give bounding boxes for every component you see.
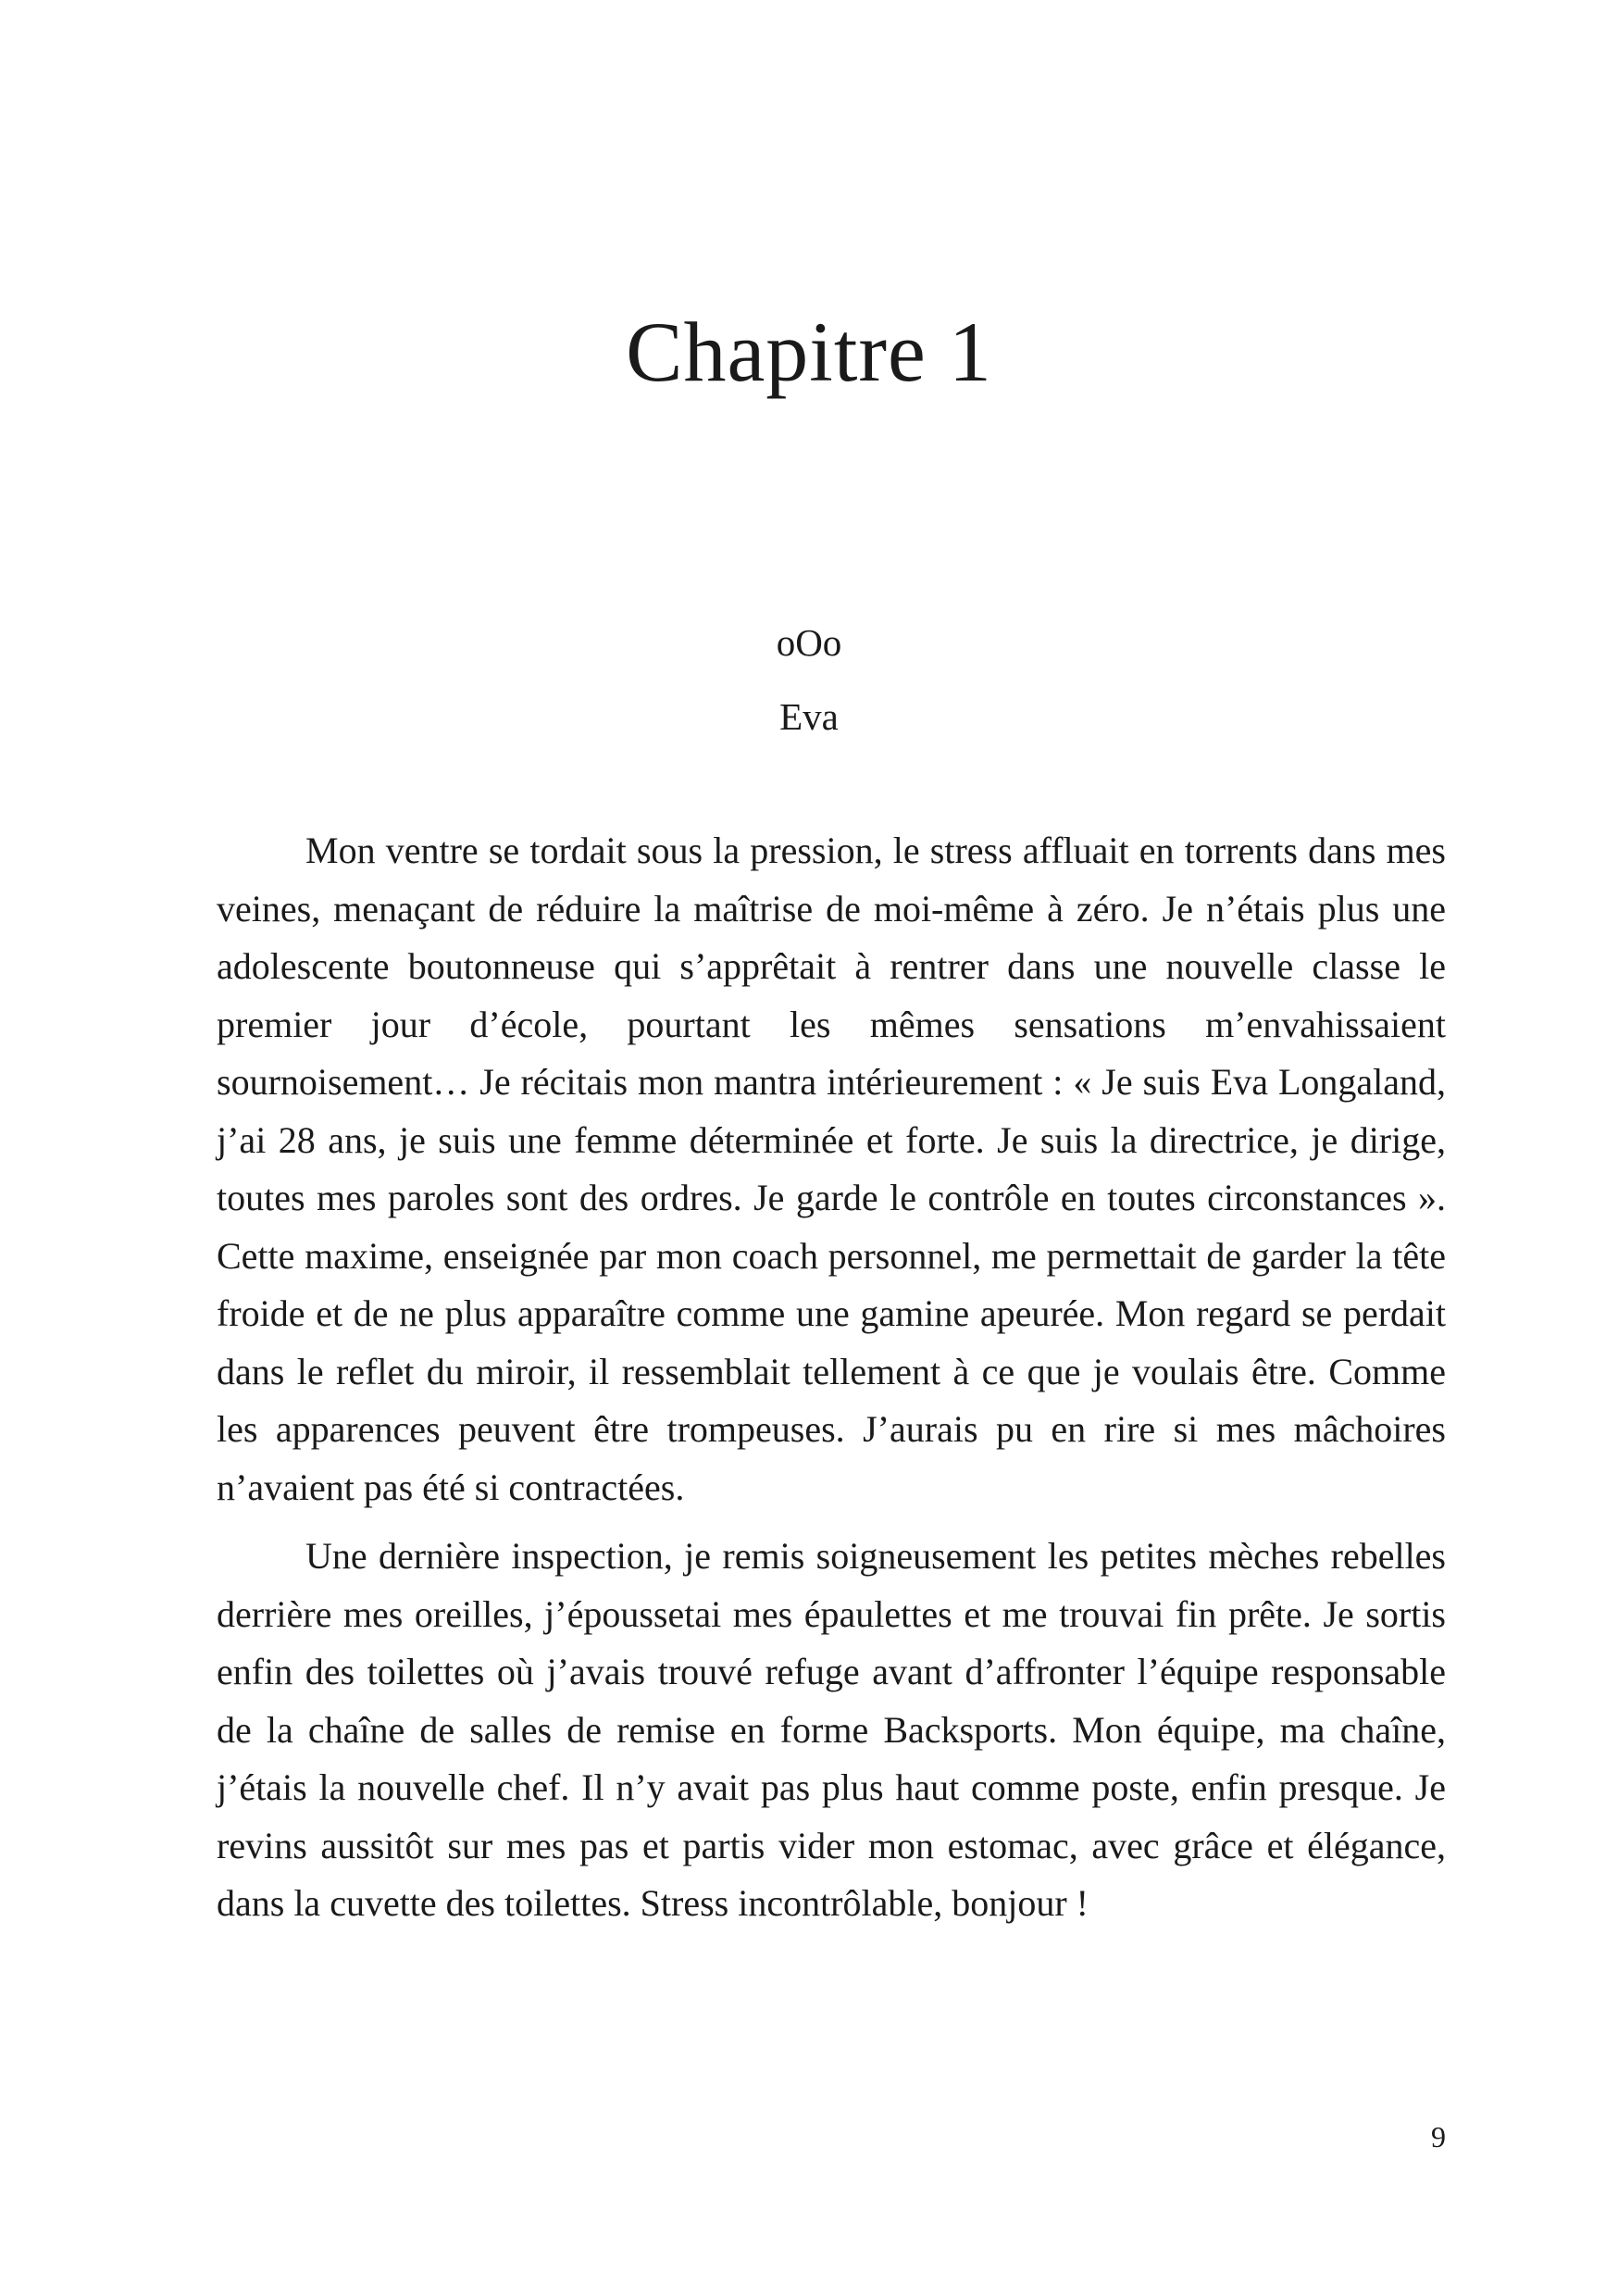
scene-separator: oOo	[776, 621, 842, 664]
paragraph: Mon ventre se tordait sous la pression, le stress affluait en torrents dans mes veines, menaçant de réduire la maîtrise de moi-même à zéro. Je n’étais plus une adolescente boutonneuse qui s’apprêtait à rentrer dans une nouvelle classe le premier jour d’école, pourtant les mêmes sensations m’envahissaient sournoisement… Je récitais mon mantra intérieurement : « Je suis Eva Longaland, j’ai 28 ans, je suis une femme déterminée et forte. Je suis la directrice, je dirige, toutes mes paroles sont des ordres. Je garde le contrôle en toutes circonstances ». Cette maxime, enseignée par mon coach personnel, me permettait de garder la tête froide et de ne plus apparaître comme une gamine apeurée. Mon regard se perdait dans le reflet du miroir, il ressemblait tellement à ce que je voulais être. Comme les apparences peuvent être trompeuses. J’aurais pu en rire si mes mâchoires n’avaient pas été si contractées.	[217, 830, 1446, 1508]
page-number: 9	[1431, 2120, 1446, 2153]
chapter-body	[217, 822, 1446, 1933]
chapter-title: Chapitre 1	[626, 305, 992, 399]
paragraph: Une dernière inspection, je remis soigneusement les petites mèches rebelles derrière mes oreilles, j’époussetai mes épaulettes et me trouvai fin prête. Je sortis enfin des toilettes où j’avais trouvé refuge avant d’affronter l’équipe responsable de la chaîne de salles de remise en forme Backsports. Mon équipe, ma chaîne, j’étais la nouvelle chef. Il n’y avait pas plus haut comme poste, enfin presque. Je revins aussitôt sur mes pas et partis vider mon estomac, avec grâce et élégance, dans la cuvette des toilettes. Stress incontrôlable, bonjour !	[217, 1535, 1446, 1924]
pov-character-name: Eva	[779, 695, 839, 738]
